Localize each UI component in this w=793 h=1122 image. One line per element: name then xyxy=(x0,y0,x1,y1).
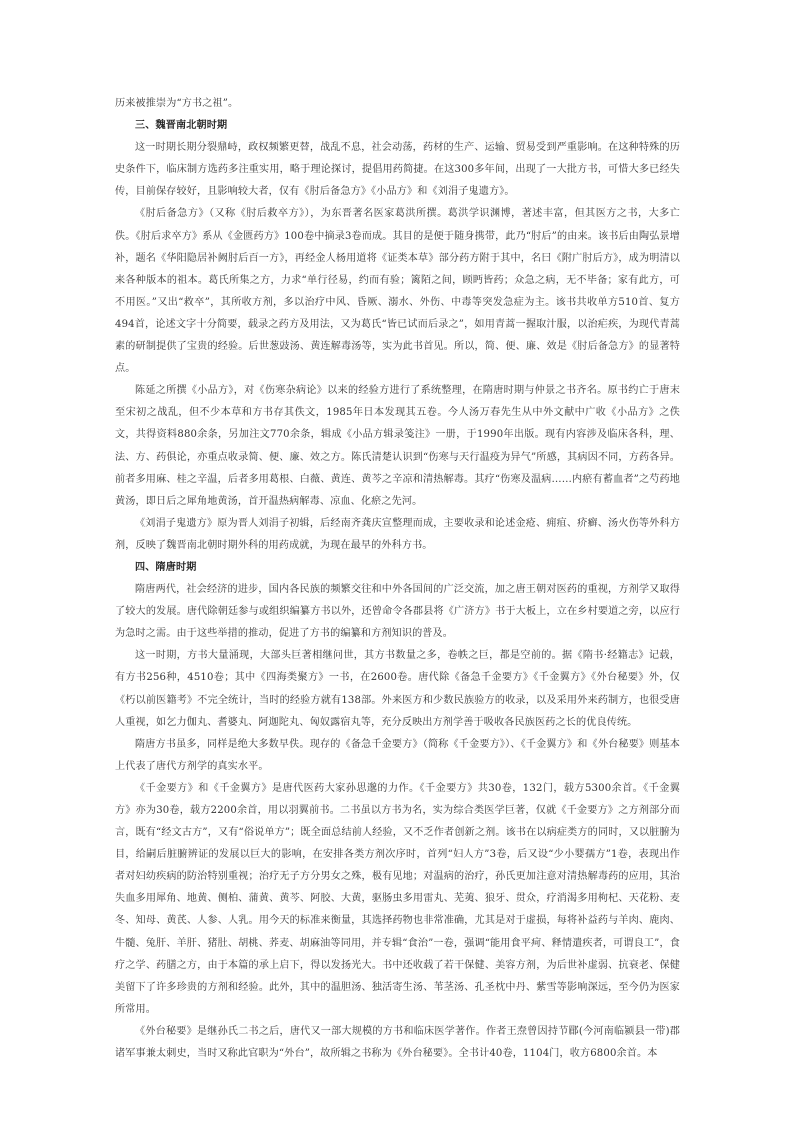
document-page xyxy=(115,93,680,1065)
text-paragraph: 《肘后备急方》（又称《肘后救卒方》），为东晋著名医家葛洪所撰。葛洪学识渊博，著述丰富，但其医方之书，大多亡佚。《肘后求卒方》系从《金匮药方》100卷中摘录3卷而成。其目的是便于随身携带，此乃“肘后”的由来。该书后由陶弘景增补，题名《华阳隐居补阙肘后百一方》，再经金人杨用道将《证类本草》部分药方附于其中，名曰《附广肘后方》，成为明清以来各种版本的祖本。葛氏所集之方，力求“单行径易，约而有验；篱陌之间，顾眄皆药；众急之病，无不毕备；家有此方，可不用医。”又出“救卒”，其所收方剂，多以治疗中风、昏厥、溺水、外伤、中毒等突发急症为主。该书共收单方510首、复方494首，论述文字十分简要，载录之药方及用法，又为葛氏“皆已试而后录之”，如用青蒿一握取汁服，以治疟疾，为现代青蒿素的研制提供了宝贵的经验。后世葱豉汤、黄连解毒汤等，实为此书首见。所以，简、便、廉、效是《肘后备急方》的显著特点。 xyxy=(115,208,680,375)
text-paragraph: 《千金要方》和《千金翼方》是唐代医药大家孙思邈的力作。《千金要方》共30卷，132门，载方5300余首。《千金翼方》亦为30卷，载方2200余首，用以羽翼前书。二书虽以方书为名，实为综合类医学巨著，仅就《千金要方》之方剂部分而言，既有“经文古方”，又有“俗说单方”；既全面总结前人经验，又不乏作者创新之剂。该书在以病症类方的同时，又以脏腑为目，给嗣后脏腑辨证的发展以巨大的影响，在安排各类方剂次序时，首列“妇人方”3卷，后又设“少小婴孺方”1卷，表现出作者对妇幼疾病的防治特别重视；治疗无子方分男女之殊，极有见地；对温病的治疗，孙氏更加注意对清热解毒药的应用，其治失血多用犀角、地黄、侧柏、蒲黄、黄芩、阿胶、大黄，驱肠虫多用雷丸、芜荑、狼牙、贯众，疗消渴多用枸杞、天花粉、麦冬、知母、黄芪、人参、人乳。用今天的标准来衡量，其选择药物也非常准确，尤其是对于虚损，每将补益药与羊肉、鹿肉、牛髓、兔肝、羊肝、猪肚、胡桃、荞麦、胡麻油等同用，并专辑“食治”一卷，强调“能用食平疴、释情遣疾者，可谓良工”，食疗之学、药膳之方，由于本篇的承上启下，得以发扬光大。书中还收载了若干保健、美容方剂，为后世补虚弱、抗衰老、保健美留下了许多珍贵的方剂和经验。此外，其中的温胆汤、独活寄生汤、苇茎汤、孔圣枕中丹、紫雪等影响深远，至今仍为医家所常用。 xyxy=(115,782,680,1015)
section-heading-wei-jin: 三、魏晋南北朝时期 xyxy=(135,120,228,132)
text-paragraph: 隋唐方书虽多，同样是绝大多数早佚。现存的《备急千金要方》（简称《千金要方》）、《千金翼方》和《外台秘要》则基本上代表了唐代方剂学的真实水平。 xyxy=(115,738,680,772)
text-paragraph: 《刘涓子鬼遗方》原为晋人刘涓子初辑，后经南齐龚庆宣整理而成，主要收录和论述金疮、痈疽、疥癣、汤火伤等外科方剂，反映了魏晋南北朝时期外科的用药成就，为现在最早的外科方书。 xyxy=(115,517,680,551)
text-paragraph: 《外台秘要》是继孙氏二书之后，唐代又一部大规模的方书和临床医学著作。作者王焘曾因持节郿(今河南临颍县一带)郡诸军事兼太刺史，当时又称此官职为“外台”，故所辑之书称为《外台秘要》。全书计40卷，1104门，收方6800余首。本 xyxy=(115,1025,680,1060)
text-paragraph: 隋唐两代，社会经济的进步，国内各民族的频繁交往和中外各国间的广泛交流，加之唐王朝对医药的重视，方剂学又取得了较大的发展。唐代除朝廷参与或组织编纂方书以外，还曾命令各郡县将《广济方》书于大板上，立在乡村要道之旁，以应行为急时之需。由于这些举措的推动，促进了方书的编纂和方剂知识的普及。 xyxy=(115,584,680,640)
section-heading-sui-tang: 四、隋唐时期 xyxy=(135,561,197,573)
text-paragraph: 这一时期，方书大量涌现，大部头巨著相继问世，其方书数量之多，卷帙之巨，都是空前的。据《隋书·经籍志》记载，有方书256种，4510卷；其中《四海类聚方》一书，在2600卷。唐代除《备急千金要方》《千金翼方》《外台秘要》外，仅《朽以前医籍考》不完全统计，当时的经验方就有138部。外来医方和少数民族验方的收录，以及采用外来药制方，也很受唐人重视，如乞力伽丸、耆婆丸、阿迦陀丸、匈奴露宿丸等，充分反映出方剂学善于吸收各民族医药之长的优良传统。 xyxy=(115,650,680,728)
text-paragraph: 历来被推崇为“方书之祖”。 xyxy=(115,98,239,109)
text-paragraph: 这一时期长期分裂鼎峙，政权频繁更替，战乱不息，社会动荡，药材的生产、运输、贸易受到严重影响。在这种特殊的历史条件下，临床制方选药多注重实用，略于理论探讨，提倡用药简捷。在这300多年间，出现了一大批方书，可惜大多已经失传，目前保存较好，且影响较大者，仅有《肘后备急方》《小品方》和《刘涓子鬼遗方》。 xyxy=(115,142,680,198)
text-paragraph: 陈延之所撰《小品方》，对《伤寒杂病论》以来的经验方进行了系统整理，在隋唐时期与仲景之书齐名。原书约亡于唐末至宋初之战乱，但不少本草和方书存其佚文，1985年日本发现其五卷。今人汤万春先生从中外文献中广收《小品方》之佚文，共得资料880余条，另加注文770余条，辑成《小品方辑录笺注》一册，于1990年出版。现有内容涉及临床各科，理、法、方、药俱论，亦重点收录简、便、廉、效之方。陈氏清楚认识到“伤寒与天行温疫为异气”所感，其病因不同，方药各异。前者多用麻、桂之辛温，后者多用葛根、白薇、黄连、黄芩之辛凉和清热解毒。其疗“伤寒及温病……内瘀有蓄血者”之芍药地黄汤，即日后之犀角地黄汤，首开温热病解毒、凉血、化瘀之先河。 xyxy=(115,385,680,507)
